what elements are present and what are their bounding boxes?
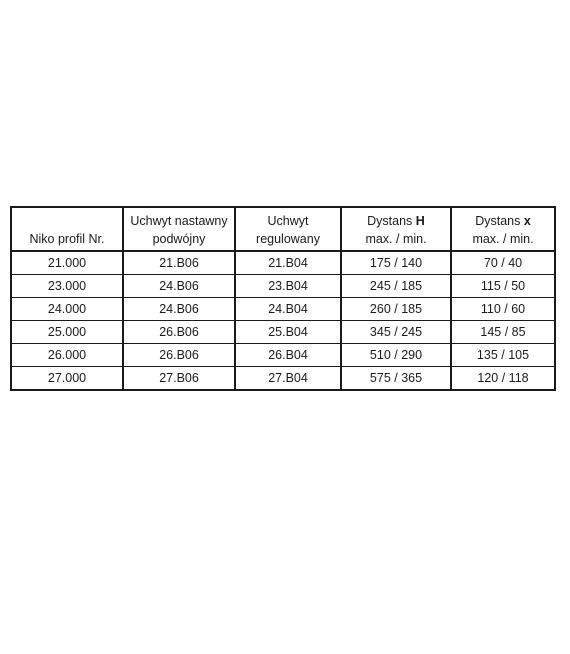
cell-regulated-bracket: 24.B04: [235, 298, 341, 321]
cell-distance-h: 260 / 185: [341, 298, 451, 321]
cell-adjustable-double-bracket: 26.B06: [123, 321, 235, 344]
cell-adjustable-double-bracket: 24.B06: [123, 275, 235, 298]
header-profile-nr-label: Niko profil Nr.: [29, 232, 105, 246]
header-row: [11, 207, 555, 251]
profile-table-container: [10, 206, 554, 391]
header-distance-x-letter: x: [523, 214, 531, 228]
cell-distance-h: 345 / 245: [341, 321, 451, 344]
table-header: [11, 207, 555, 251]
table-row: [11, 251, 555, 275]
cell-profile-nr: 25.000: [11, 321, 123, 344]
header-distance-h-line1: [342, 212, 450, 230]
cell-distance-x: 120 / 118: [451, 367, 555, 391]
cell-profile-nr: 26.000: [11, 344, 123, 367]
cell-adjustable-double-bracket: 26.B06: [123, 344, 235, 367]
profile-table: [10, 206, 556, 391]
header-distance-h-prefix: Dystans: [367, 214, 416, 228]
table-row: [11, 298, 555, 321]
cell-distance-h: 510 / 290: [341, 344, 451, 367]
cell-regulated-bracket: 21.B04: [235, 251, 341, 275]
cell-adjustable-double-bracket: 24.B06: [123, 298, 235, 321]
header-distance-x: [451, 207, 555, 251]
header-distance-h-line2: max. / min.: [365, 232, 427, 246]
cell-adjustable-double-bracket: 21.B06: [123, 251, 235, 275]
cell-regulated-bracket: 25.B04: [235, 321, 341, 344]
cell-profile-nr: 21.000: [11, 251, 123, 275]
cell-regulated-bracket: 23.B04: [235, 275, 341, 298]
header-distance-h: [341, 207, 451, 251]
table-row: [11, 344, 555, 367]
cell-profile-nr: 24.000: [11, 298, 123, 321]
table-row: [11, 367, 555, 391]
table-row: [11, 275, 555, 298]
cell-distance-h: 175 / 140: [341, 251, 451, 275]
cell-regulated-bracket: 27.B04: [235, 367, 341, 391]
header-profile-nr: [11, 207, 123, 251]
header-distance-h-letter: H: [415, 214, 425, 228]
table-row: [11, 321, 555, 344]
header-distance-x-line1: [452, 212, 554, 230]
cell-distance-h: 575 / 365: [341, 367, 451, 391]
header-adjustable-double-bracket-line2: podwójny: [152, 232, 206, 246]
header-regulated-bracket-line1: Uchwyt: [267, 214, 309, 228]
cell-regulated-bracket: 26.B04: [235, 344, 341, 367]
header-adjustable-double-bracket: [123, 207, 235, 251]
cell-distance-h: 245 / 185: [341, 275, 451, 298]
header-adjustable-double-bracket-line1: Uchwyt nastawny: [130, 214, 228, 228]
header-distance-x-line2: max. / min.: [472, 232, 534, 246]
cell-profile-nr: 23.000: [11, 275, 123, 298]
cell-distance-x: 115 / 50: [451, 275, 555, 298]
header-regulated-bracket-line2: regulowany: [256, 232, 320, 246]
cell-distance-x: 110 / 60: [451, 298, 555, 321]
cell-distance-x: 145 / 85: [451, 321, 555, 344]
cell-profile-nr: 27.000: [11, 367, 123, 391]
table-body: [11, 251, 555, 390]
header-distance-x-prefix: Dystans: [475, 214, 524, 228]
cell-adjustable-double-bracket: 27.B06: [123, 367, 235, 391]
cell-distance-x: 70 / 40: [451, 251, 555, 275]
cell-distance-x: 135 / 105: [451, 344, 555, 367]
header-regulated-bracket: [235, 207, 341, 251]
